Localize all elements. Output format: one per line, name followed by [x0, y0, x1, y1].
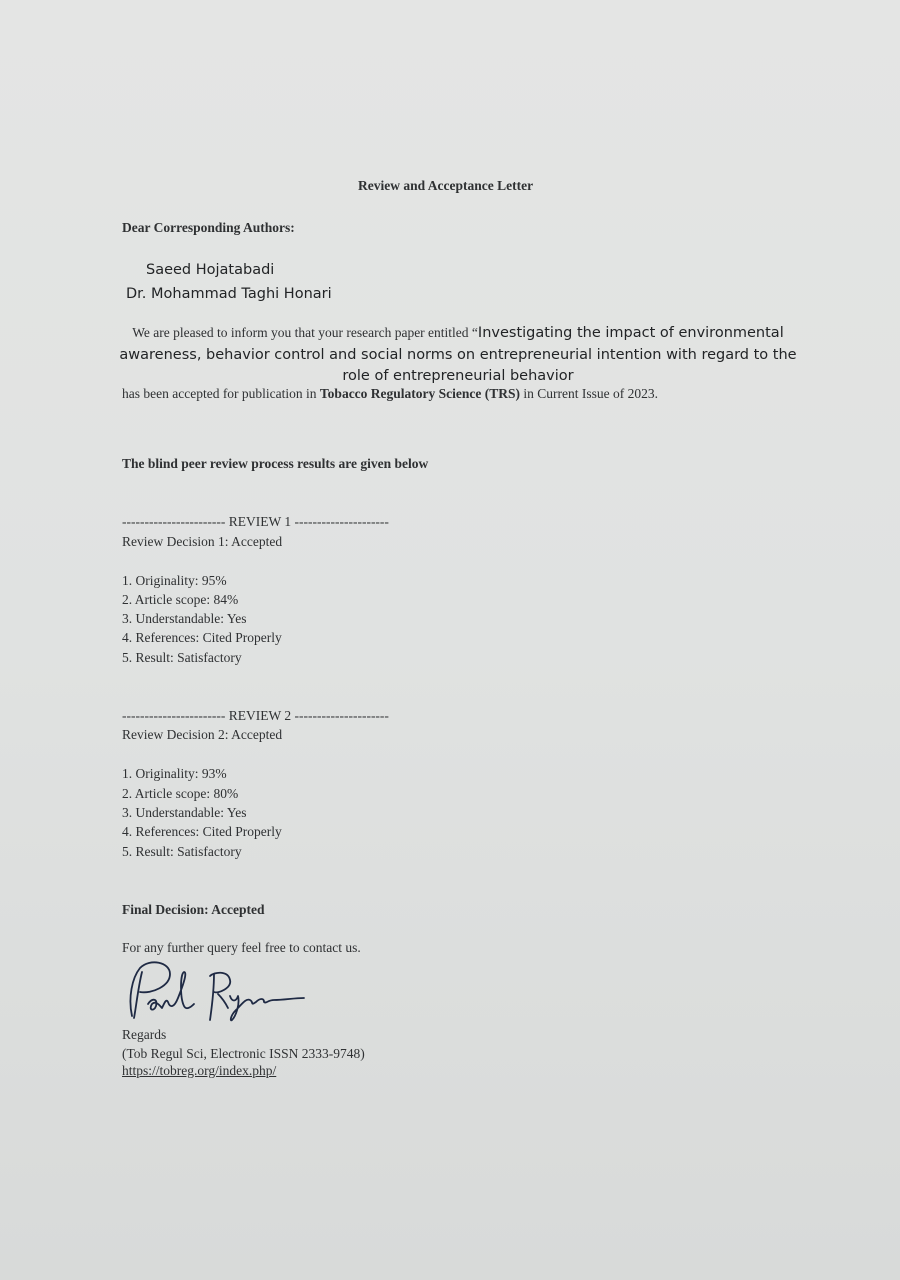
paper-title: Investigating the impact of environmental awareness, behavior control and social norms on entrepreneurial intention with regard to the role of entrepreneurial behavior [119, 325, 797, 384]
review-decision: Review Decision 2: Accepted [122, 727, 283, 742]
review-item: 5. Result: Satisfactory [122, 650, 242, 665]
letter-heading: Review and Acceptance Letter [358, 178, 534, 193]
review-header: ----------------------- REVIEW 1 --------------------- [122, 514, 389, 529]
review-header: ----------------------- REVIEW 2 --------------------- [122, 708, 389, 723]
review-item: 3. Understandable: Yes [122, 805, 247, 820]
review-intro: The blind peer review process results are given below [122, 456, 429, 471]
acceptance-statement [122, 386, 658, 402]
regards: Regards [122, 1027, 167, 1042]
paper-announcement [118, 322, 798, 388]
issn-note: (Tob Regul Sci, Electronic ISSN 2333-9748) [122, 1046, 365, 1061]
author-name: Dr. Mohammad Taghi Honari [126, 286, 332, 302]
salutation: Dear Corresponding Authors: [122, 220, 295, 235]
signature [118, 958, 318, 1026]
journal-url-link[interactable]: https://tobreg.org/index.php/ [122, 1063, 277, 1078]
review-item: 2. Article scope: 80% [122, 786, 239, 801]
final-decision: Final Decision: Accepted [122, 902, 265, 917]
acceptance-prefix: has been accepted for publication in [122, 386, 320, 401]
review-item: 1. Originality: 93% [122, 766, 227, 781]
journal-name: Tobacco Regulatory Science (TRS) [319, 386, 521, 401]
review-item: 2. Article scope: 84% [122, 592, 239, 607]
review-item: 5. Result: Satisfactory [122, 844, 242, 859]
author-name: Saeed Hojatabadi [146, 262, 275, 278]
contact-note: For any further query feel free to contact us. [122, 940, 361, 955]
review-item: 1. Originality: 95% [122, 573, 227, 588]
review-item: 4. References: Cited Properly [122, 630, 282, 645]
review-decision: Review Decision 1: Accepted [122, 534, 283, 549]
intro-text: We are pleased to inform you that your research paper entitled “ [132, 325, 478, 340]
review-item: 3. Understandable: Yes [122, 611, 247, 626]
review-item: 4. References: Cited Properly [122, 824, 282, 839]
acceptance-suffix: in Current Issue of 2023. [520, 386, 659, 401]
